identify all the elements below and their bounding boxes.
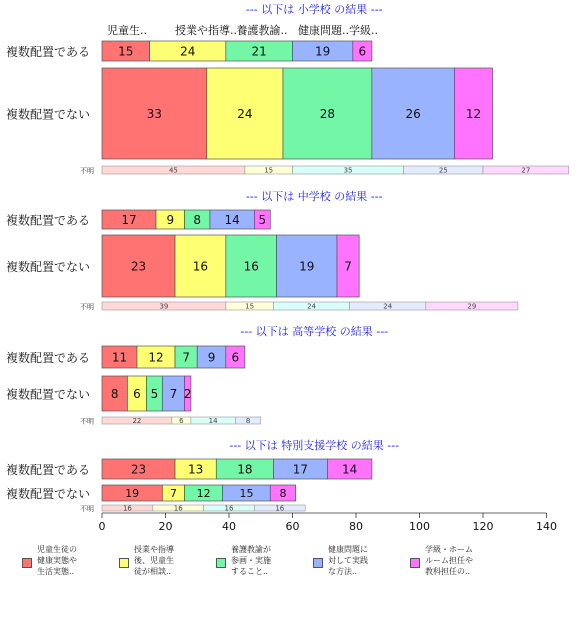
data-label: 23 bbox=[130, 462, 147, 477]
x-tick-label: 20 bbox=[158, 520, 173, 533]
data-label: 9 bbox=[207, 350, 216, 365]
unknown-data-label: 16 bbox=[275, 504, 285, 513]
data-label: 17 bbox=[121, 213, 137, 228]
panel-title: --- 以下は 小学校 の結果 --- bbox=[245, 3, 383, 16]
legend-swatch bbox=[410, 558, 420, 568]
unknown-data-label: 24 bbox=[383, 302, 393, 311]
row-label: 複数配置である bbox=[6, 213, 91, 228]
unknown-data-label: 14 bbox=[208, 417, 218, 425]
legend-label: 学級・ホーム ルーム担任や 教科担任の.. bbox=[425, 545, 473, 576]
data-label: 33 bbox=[146, 107, 163, 122]
unknown-data-label: 8 bbox=[245, 417, 251, 425]
unknown-data-label: 24 bbox=[307, 302, 317, 311]
data-label: 19 bbox=[299, 259, 315, 274]
data-label: 23 bbox=[130, 259, 147, 274]
unknown-data-label: 35 bbox=[343, 166, 353, 175]
data-label: 16 bbox=[192, 259, 209, 274]
unknown-data-label: 16 bbox=[173, 504, 183, 513]
legend-swatch bbox=[216, 558, 226, 568]
x-tick-label: 0 bbox=[98, 520, 106, 533]
row-label: 複数配置でない bbox=[6, 260, 91, 274]
data-label: 14 bbox=[224, 213, 240, 228]
unknown-data-label: 29 bbox=[467, 302, 477, 311]
legend-swatch bbox=[22, 558, 32, 568]
unknown-data-label: 22 bbox=[132, 417, 142, 425]
data-label: 17 bbox=[292, 462, 309, 477]
unknown-data-label: 6 bbox=[179, 417, 184, 425]
data-label: 28 bbox=[319, 107, 336, 122]
column-header: 授業や指導.. bbox=[175, 24, 237, 37]
legend-label: 授業や指導 後、児童生 徒が相談.. bbox=[134, 545, 174, 576]
column-header: 児童生.. bbox=[107, 24, 147, 37]
data-label: 13 bbox=[188, 462, 204, 477]
data-label: 8 bbox=[279, 487, 287, 501]
panel-title: --- 以下は 中学校 の結果 --- bbox=[245, 190, 383, 203]
data-label: 7 bbox=[344, 259, 352, 274]
unknown-data-label: 16 bbox=[224, 504, 234, 513]
data-label: 2 bbox=[183, 387, 192, 402]
unknown-label: 不明 bbox=[80, 417, 94, 426]
data-label: 8 bbox=[110, 387, 119, 402]
data-label: 8 bbox=[193, 213, 202, 228]
unknown-data-label: 39 bbox=[159, 302, 169, 311]
chart-legend bbox=[22, 544, 562, 584]
data-label: 15 bbox=[118, 44, 134, 59]
panel-title: --- 以下は 高等学校 の結果 --- bbox=[240, 325, 389, 338]
data-label: 11 bbox=[111, 350, 128, 365]
data-label: 7 bbox=[182, 350, 190, 365]
data-label: 9 bbox=[166, 213, 175, 228]
column-header: 養護教諭.. bbox=[236, 24, 288, 37]
legend-swatch bbox=[119, 558, 129, 568]
row-label: 複数配置である bbox=[6, 463, 91, 477]
x-tick-label: 60 bbox=[285, 520, 300, 533]
data-label: 24 bbox=[237, 107, 253, 122]
legend-label: 児童生徒の 健康実態や 生活実態.. bbox=[37, 545, 77, 576]
unknown-data-label: 15 bbox=[264, 166, 274, 175]
row-label: 複数配置でない bbox=[6, 107, 91, 122]
x-tick-label: 80 bbox=[349, 520, 363, 533]
row-label: 複数配置でない bbox=[6, 387, 91, 402]
data-label: 6 bbox=[358, 44, 367, 59]
data-label: 6 bbox=[133, 387, 141, 402]
x-tick-label: 140 bbox=[536, 520, 557, 533]
data-label: 5 bbox=[150, 387, 159, 402]
data-label: 24 bbox=[180, 44, 196, 59]
legend-swatch bbox=[313, 558, 323, 568]
x-tick-label: 40 bbox=[222, 520, 236, 533]
column-header: 健康問題..学級.. bbox=[298, 24, 378, 37]
row-label: 複数配置でない bbox=[6, 487, 91, 501]
panel-title: --- 以下は 特別支援学校 の結果 --- bbox=[229, 439, 400, 452]
data-label: 14 bbox=[342, 462, 358, 477]
legend-label: 健康問題に 対して実践 な方法.. bbox=[328, 545, 368, 576]
data-label: 26 bbox=[405, 107, 421, 122]
unknown-data-label: 16 bbox=[122, 504, 132, 513]
row-label: 複数配置である bbox=[6, 45, 91, 59]
legend-label: 養護教諭が 参画・実施 すること.. bbox=[231, 545, 271, 576]
data-label: 19 bbox=[125, 487, 140, 501]
data-label: 12 bbox=[148, 350, 164, 365]
data-label: 15 bbox=[239, 487, 254, 501]
data-label: 7 bbox=[169, 487, 177, 501]
unknown-data-label: 25 bbox=[438, 166, 448, 175]
x-tick-label: 100 bbox=[409, 520, 430, 533]
unknown-data-label: 27 bbox=[521, 166, 531, 175]
unknown-data-label: 15 bbox=[245, 302, 255, 311]
data-label: 19 bbox=[315, 44, 331, 59]
unknown-data-label: 45 bbox=[168, 166, 178, 175]
unknown-label: 不明 bbox=[80, 167, 94, 175]
data-label: 7 bbox=[169, 387, 178, 402]
data-label: 18 bbox=[237, 462, 253, 477]
x-tick-label: 120 bbox=[472, 520, 494, 533]
unknown-label: 不明 bbox=[80, 303, 94, 311]
data-label: 6 bbox=[231, 350, 240, 365]
unknown-label: 不明 bbox=[80, 505, 94, 513]
data-label: 21 bbox=[251, 44, 267, 59]
data-label: 16 bbox=[243, 259, 259, 274]
data-label: 12 bbox=[465, 107, 482, 122]
row-label: 複数配置である bbox=[6, 351, 91, 365]
data-label: 5 bbox=[258, 213, 267, 228]
data-label: 12 bbox=[196, 487, 211, 501]
